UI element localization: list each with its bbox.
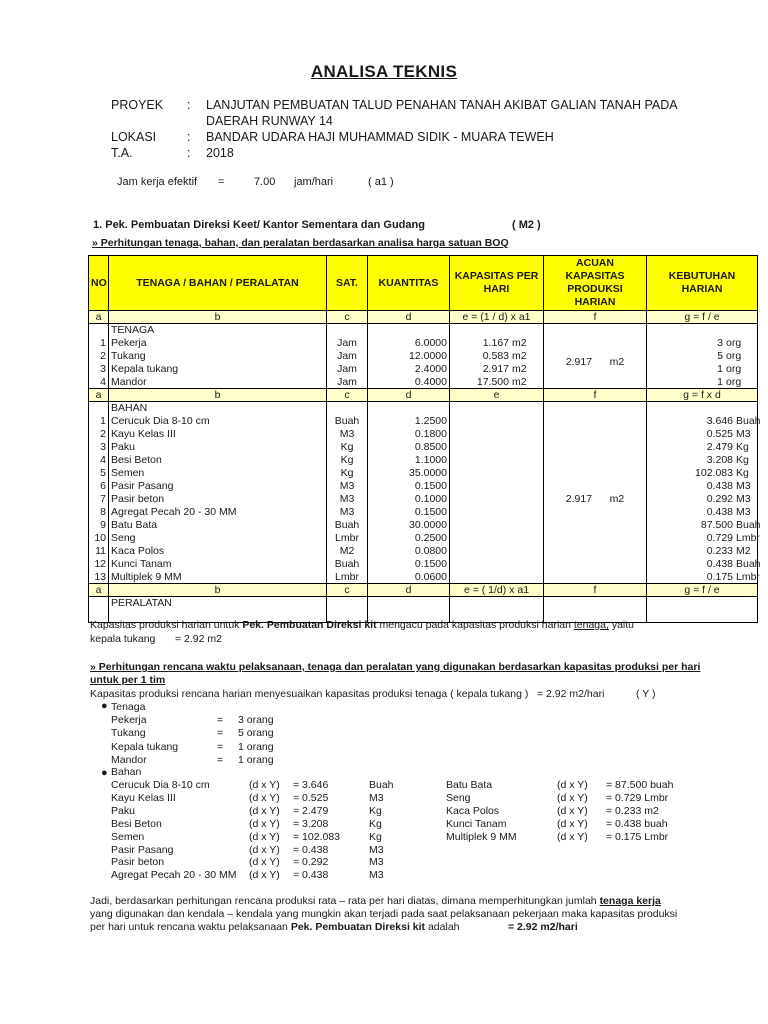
- need-value: 5: [717, 350, 723, 362]
- bahan-list-name: Kunci Tanam: [446, 817, 507, 830]
- bahan-list-value: = 87.500 buah: [606, 779, 674, 791]
- row-no: 3: [89, 363, 109, 376]
- table-row: [89, 363, 758, 376]
- label-cell: e = ( 1/d) x a1: [450, 584, 544, 597]
- bahan-list-value: = 0.292: [293, 856, 329, 869]
- row-no: 2: [89, 428, 109, 441]
- row-sat: Jam: [327, 337, 368, 350]
- row-no: 11: [89, 545, 109, 558]
- bahan-list-name: Multiplek 9 MM: [446, 830, 517, 843]
- tenaga-list-name: Pekerja: [111, 714, 147, 726]
- row-qty: 0.0800: [368, 545, 450, 558]
- row-capacity: [450, 350, 544, 363]
- row-item: Agregat Pecah 20 - 30 MM: [109, 506, 327, 519]
- bahan-list-unit: M3: [369, 843, 384, 856]
- bahan-list-value: = 0.233 m2: [606, 804, 659, 817]
- row-no: 8: [89, 506, 109, 519]
- need-value: 3.208: [706, 454, 733, 466]
- col-header-no: NO: [89, 256, 109, 311]
- bahan-list-value: = 0.175 Lmbr: [606, 830, 669, 843]
- need-value: 3: [717, 337, 723, 349]
- need-value: 1: [717, 363, 723, 375]
- row-sat: Buah: [327, 415, 368, 428]
- need-unit: M3: [736, 506, 751, 518]
- bahan-list-formula: (d x Y): [557, 830, 588, 843]
- row-sat: M3: [327, 480, 368, 493]
- bahan-list-formula: (d x Y): [249, 804, 280, 817]
- row-qty: 0.1500: [368, 558, 450, 571]
- row-need: [647, 428, 758, 441]
- need-unit: M3: [736, 428, 751, 440]
- need-unit: M2: [736, 545, 751, 557]
- row-need: [647, 571, 758, 584]
- label-row: [89, 311, 758, 324]
- tenaga-list-name: Kepala tukang: [111, 740, 179, 753]
- proyek-label: PROYEK: [111, 98, 164, 112]
- row-item: Kepala tukang: [109, 363, 327, 376]
- need-value: 0.438: [706, 480, 733, 492]
- label-cell: b: [109, 584, 327, 597]
- bahan-list-unit: Kg: [369, 830, 382, 843]
- bahan-list-value: = 2.479: [293, 804, 329, 817]
- bahan-list-formula: (d x Y): [249, 817, 280, 830]
- need-value: 2.479: [706, 441, 733, 453]
- section2-desc-code: ( Y ): [636, 688, 656, 700]
- capacity-note-text: Kapasitas produksi harian untuk: [90, 619, 243, 631]
- proyek-value-line2: DAERAH RUNWAY 14: [206, 114, 333, 128]
- label-cell: e: [450, 389, 544, 402]
- need-value: 1: [717, 375, 723, 388]
- label-cell: f: [544, 389, 647, 402]
- row-item: Besi Beton: [109, 454, 327, 467]
- row-capacity: [450, 415, 544, 584]
- acuan-value: 2.917: [565, 492, 593, 505]
- row-need: [647, 506, 758, 519]
- section2-title-line1: » Perhitungan rencana waktu pelaksanaan, tenaga dan peralatan yang digunakan berdasarkan kapasitas produksi per hari: [90, 661, 701, 673]
- bullet-icon: ●: [101, 700, 108, 712]
- peralatan-heading: PERALATAN: [109, 597, 327, 623]
- jam-kerja-label: Jam kerja efektif: [117, 176, 198, 188]
- row-need: [647, 363, 758, 376]
- section2-desc: Kapasitas produksi rencana harian menyesuaikan kapasitas produksi tenaga ( kepala tukang ): [90, 688, 529, 700]
- table-row: [89, 441, 758, 454]
- table-row: [89, 571, 758, 584]
- capacity-note-text: mengacu pada kapasitas produksi harian: [376, 619, 574, 631]
- tenaga-list-eq: =: [217, 727, 224, 740]
- capacity-value: 17.500: [476, 375, 509, 388]
- conclusion-line1: [90, 895, 661, 907]
- row-need: [647, 337, 758, 350]
- col-header-item: TENAGA / BAHAN / PERALATAN: [109, 256, 327, 311]
- bahan-list-name: Besi Beton: [111, 817, 162, 830]
- row-item: Kaca Polos: [109, 545, 327, 558]
- row-capacity: [450, 363, 544, 376]
- row-no: 13: [89, 571, 109, 584]
- tenaga-list-value: 1 orang: [238, 753, 274, 766]
- section-heading-row: [89, 324, 758, 337]
- row-sat: Kg: [327, 441, 368, 454]
- row-qty: 2.4000: [368, 363, 450, 376]
- row-qty: 0.1000: [368, 493, 450, 506]
- row-acuan: [544, 415, 647, 584]
- row-qty: 0.1500: [368, 480, 450, 493]
- tenaga-list-eq: =: [217, 714, 224, 726]
- bahan-list-formula: (d x Y): [249, 856, 280, 869]
- row-need: [647, 376, 758, 389]
- conclusion-bold: Pek. Pembuatan Direksi kit: [290, 921, 426, 933]
- row-qty: 0.2500: [368, 532, 450, 545]
- need-unit: org: [726, 375, 742, 388]
- need-unit: org: [726, 350, 742, 362]
- tenaga-list-label: Tenaga: [111, 701, 146, 713]
- bahan-list-unit: M3: [369, 856, 384, 869]
- tenaga-list-name: Mandor: [111, 753, 147, 766]
- label-cell: c: [327, 389, 368, 402]
- bahan-list-value: = 0.729 Lmbr: [606, 791, 669, 804]
- row-qty: 0.1500: [368, 506, 450, 519]
- row-acuan: [544, 337, 647, 389]
- table-row: [89, 415, 758, 428]
- jam-kerja-unit: jam/hari: [294, 176, 334, 188]
- bullet-icon: ●: [101, 767, 108, 779]
- capacity-unit: m2: [512, 363, 527, 375]
- jam-kerja-code: ( a1 ): [368, 176, 394, 188]
- table-row: [89, 454, 758, 467]
- row-qty: 30.0000: [368, 519, 450, 532]
- row-sat: M3: [327, 506, 368, 519]
- row-qty: 1.2500: [368, 415, 450, 428]
- row-no: 5: [89, 467, 109, 480]
- bahan-list-value: = 0.525: [293, 791, 329, 804]
- bahan-list-formula: (d x Y): [249, 779, 280, 791]
- label-cell: g = f / e: [647, 584, 758, 597]
- ta-colon: :: [187, 146, 191, 160]
- conclusion-line2: yang digunakan dan kendala – kendala yang mungkin akan terjadi pada saat pelaksanaan pekerjaan maka kapasitas produksi: [90, 908, 678, 920]
- need-value: 0.292: [706, 493, 733, 505]
- capacity-unit: m2: [512, 375, 527, 388]
- table-row: [89, 480, 758, 493]
- lokasi-label: LOKASI: [111, 130, 157, 144]
- row-item: Semen: [109, 467, 327, 480]
- need-value: 87.500: [700, 519, 733, 531]
- row-item: Cerucuk Dia 8-10 cm: [109, 415, 327, 428]
- conclusion-line3: [90, 921, 460, 933]
- bahan-list-name: Cerucuk Dia 8-10 cm: [111, 779, 210, 791]
- bahan-list-value: = 3.208: [293, 817, 329, 830]
- row-qty: 0.1800: [368, 428, 450, 441]
- row-item: Pasir Pasang: [109, 480, 327, 493]
- row-qty: 12.0000: [368, 350, 450, 363]
- need-unit: Lmbr: [736, 570, 760, 583]
- label-cell: g = f / e: [647, 311, 758, 324]
- col-header-sat: SAT.: [327, 256, 368, 311]
- lokasi-value: BANDAR UDARA HAJI MUHAMMAD SIDIK - MUARA TEWEH: [206, 130, 554, 144]
- need-unit: Buah: [736, 519, 761, 531]
- row-item: Mandor: [109, 376, 327, 389]
- tenaga-list-value: 1 orang: [238, 740, 274, 753]
- jam-kerja-eq: =: [218, 176, 225, 188]
- col-header-kuantitas: KUANTITAS: [368, 256, 450, 311]
- label-cell: f: [544, 584, 647, 597]
- label-cell: a: [89, 389, 109, 402]
- row-sat: Jam: [327, 363, 368, 376]
- tenaga-list-eq: =: [217, 740, 224, 753]
- section1-code: ( M2 ): [512, 219, 541, 231]
- conclusion-emphasis: tenaga kerja: [599, 895, 661, 907]
- row-qty: 6.0000: [368, 337, 450, 350]
- row-need: [647, 532, 758, 545]
- row-need: [647, 493, 758, 506]
- bahan-list-name: Agregat Pecah 20 - 30 MM: [111, 869, 237, 882]
- row-sat: Jam: [327, 350, 368, 363]
- bahan-list-value: = 102.083: [293, 830, 341, 843]
- row-item: Seng: [109, 532, 327, 545]
- col-header-kapasitas: KAPASITAS PER HARI: [450, 256, 544, 311]
- capacity-note-underlined: tenaga,: [573, 619, 609, 631]
- bahan-list-name: Semen: [111, 830, 145, 843]
- proyek-colon: :: [187, 98, 191, 112]
- row-no: 3: [89, 441, 109, 454]
- bahan-list-name: Kaca Polos: [446, 804, 500, 817]
- row-qty: 35.0000: [368, 467, 450, 480]
- row-item: Paku: [109, 441, 327, 454]
- row-capacity: [450, 337, 544, 350]
- row-no: 6: [89, 480, 109, 493]
- row-need: [647, 441, 758, 454]
- table-row: [89, 532, 758, 545]
- bahan-list-unit: Buah: [369, 779, 394, 791]
- bahan-list-formula: (d x Y): [557, 804, 588, 817]
- tenaga-list-value: 5 orang: [238, 727, 274, 740]
- need-unit: Kg: [736, 441, 749, 453]
- section1-title: 1. Pek. Pembuatan Direksi Keet/ Kantor Sementara dan Gudang: [93, 219, 425, 231]
- row-qty: 0.4000: [368, 376, 450, 389]
- label-cell: d: [368, 389, 450, 402]
- capacity-note-line2-value: = 2.92 m2: [175, 633, 222, 645]
- row-item: Kunci Tanam: [109, 558, 327, 571]
- bahan-list-label: Bahan: [111, 766, 142, 778]
- row-sat: Buah: [327, 519, 368, 532]
- bahan-list-formula: (d x Y): [557, 817, 588, 830]
- proyek-value-line1: LANJUTAN PEMBUATAN TALUD PENAHAN TANAH AKIBAT GALIAN TANAH PADA: [206, 98, 678, 112]
- table-row: [89, 350, 758, 363]
- row-sat: Lmbr: [327, 532, 368, 545]
- bahan-list-value: = 0.438: [293, 843, 329, 856]
- bahan-list-name: Paku: [111, 804, 135, 817]
- tenaga-heading: TENAGA: [109, 324, 327, 337]
- capacity-note-line1: [90, 619, 634, 631]
- row-no: 9: [89, 519, 109, 532]
- table-row: [89, 337, 758, 350]
- capacity-note-line2-label: kepala tukang: [90, 633, 156, 645]
- need-value: 0.525: [706, 428, 733, 440]
- row-qty: 1.1000: [368, 454, 450, 467]
- acuan-unit: m2: [609, 492, 625, 505]
- tenaga-list-name: Tukang: [111, 727, 146, 740]
- bahan-list-unit: Kg: [369, 817, 382, 830]
- row-no: 7: [89, 493, 109, 506]
- label-cell: g = f x d: [647, 389, 758, 402]
- row-sat: M3: [327, 428, 368, 441]
- ta-label: T.A.: [111, 146, 133, 160]
- capacity-note-text: yaitu: [608, 619, 635, 631]
- bahan-list-name: Batu Bata: [446, 779, 493, 791]
- bahan-list-formula: (d x Y): [557, 779, 588, 791]
- row-qty: 0.0600: [368, 571, 450, 584]
- col-header-acuan: ACUAN KAPASITAS PRODUKSI HARIAN: [544, 256, 647, 311]
- need-unit: org: [726, 337, 742, 349]
- row-no: 4: [89, 376, 109, 389]
- row-item: Multiplek 9 MM: [109, 571, 327, 584]
- table-row: [89, 545, 758, 558]
- row-sat: Jam: [327, 376, 368, 389]
- bahan-list-name: Kayu Kelas III: [111, 791, 176, 804]
- capacity-value: 2.917: [482, 363, 509, 375]
- row-no: 12: [89, 558, 109, 571]
- capacity-value: 1.167: [482, 337, 509, 349]
- need-value: 102.083: [695, 467, 733, 479]
- jam-kerja-value: 7.00: [254, 176, 276, 188]
- row-need: [647, 467, 758, 480]
- label-cell: d: [368, 584, 450, 597]
- need-unit: Lmbr: [736, 532, 760, 544]
- bahan-list-name: Seng: [446, 791, 471, 804]
- row-qty: 0.8500: [368, 441, 450, 454]
- table-row: [89, 376, 758, 389]
- need-unit: Kg: [736, 454, 749, 466]
- row-need: [647, 415, 761, 428]
- table-row: [89, 493, 758, 506]
- bahan-list-unit: M3: [369, 869, 384, 882]
- bahan-list-value: = 0.438 buah: [606, 817, 668, 830]
- table-header-row: [89, 256, 758, 311]
- label-cell: f: [544, 311, 647, 324]
- row-no: 10: [89, 532, 109, 545]
- row-sat: Buah: [327, 558, 368, 571]
- row-need: [647, 519, 761, 532]
- need-value: 0.729: [706, 532, 733, 544]
- bahan-heading: BAHAN: [109, 402, 327, 415]
- bahan-list-unit: M3: [369, 791, 384, 804]
- bahan-list-name: Pasir beton: [111, 856, 165, 869]
- table-row: [89, 467, 758, 480]
- conclusion-text: per hari untuk rencana waktu pelaksanaan: [90, 921, 291, 933]
- label-cell: c: [327, 311, 368, 324]
- bahan-list-name: Pasir Pasang: [111, 843, 174, 856]
- row-need: [647, 350, 758, 363]
- row-need: [647, 480, 758, 493]
- label-row: [89, 389, 758, 402]
- need-unit: org: [726, 363, 742, 375]
- need-unit: M3: [736, 480, 751, 492]
- row-no: 1: [89, 415, 109, 428]
- acuan-value: 2.917: [565, 356, 593, 369]
- need-value: 0.233: [706, 545, 733, 557]
- need-unit: Kg: [736, 467, 749, 479]
- need-value: 3.646: [706, 415, 733, 427]
- conclusion-text: Jadi, berdasarkan perhitungan rencana produksi rata – rata per hari diatas, dimana memperhitungkan jumlah: [90, 895, 600, 907]
- label-cell: b: [109, 311, 327, 324]
- bahan-list-unit: Kg: [369, 804, 382, 817]
- row-no: 4: [89, 454, 109, 467]
- row-item: Pekerja: [109, 337, 327, 350]
- need-value: 0.438: [706, 506, 733, 518]
- lokasi-colon: :: [187, 130, 191, 144]
- capacity-note-bold: Pek. Pembuatan Direksi kit: [242, 619, 377, 631]
- boq-table: [88, 255, 761, 623]
- bahan-list-formula: (d x Y): [557, 791, 588, 804]
- row-sat: Lmbr: [327, 571, 368, 584]
- label-cell: e = (1 / d) x a1: [450, 311, 544, 324]
- label-row: [89, 584, 758, 597]
- bahan-list-formula: (d x Y): [249, 791, 280, 804]
- row-capacity: [450, 376, 544, 389]
- label-cell: c: [327, 584, 368, 597]
- row-sat: M3: [327, 493, 368, 506]
- row-item: Batu Bata: [109, 519, 327, 532]
- table-row: [89, 506, 758, 519]
- section1-subtitle: » Perhitungan tenaga, bahan, dan peralatan berdasarkan analisa harga satuan BOQ: [92, 237, 509, 249]
- bahan-list-formula: (d x Y): [249, 843, 280, 856]
- capacity-unit: m2: [512, 337, 527, 349]
- row-sat: Kg: [327, 454, 368, 467]
- section2-title-line2: untuk per 1 tim: [90, 674, 166, 686]
- row-no: 1: [89, 337, 109, 350]
- row-item: Tukang: [109, 350, 327, 363]
- ta-value: 2018: [206, 146, 234, 160]
- capacity-value: 0.583: [482, 350, 509, 362]
- acuan-unit: m2: [609, 356, 625, 369]
- col-header-kebutuhan: KEBUTUHAN HARIAN: [647, 256, 758, 311]
- need-unit: Buah: [736, 558, 761, 570]
- row-sat: M2: [327, 545, 368, 558]
- bahan-list-value: = 0.438: [293, 869, 329, 882]
- bahan-list-value: = 3.646: [293, 779, 329, 791]
- bahan-list-formula: (d x Y): [249, 869, 280, 882]
- page-title: ANALISA TEKNIS: [310, 62, 458, 81]
- row-need: [647, 558, 761, 571]
- label-cell: a: [89, 584, 109, 597]
- conclusion-text: adalah: [425, 921, 460, 933]
- row-item: Pasir beton: [109, 493, 327, 506]
- label-cell: b: [109, 389, 327, 402]
- section-heading-row: [89, 402, 758, 415]
- section2-desc-value: = 2.92 m2/hari: [537, 688, 605, 700]
- need-value: 0.175: [706, 570, 733, 583]
- table-row: [89, 558, 758, 571]
- table-row: [89, 519, 758, 532]
- row-sat: Kg: [327, 467, 368, 480]
- capacity-unit: m2: [512, 350, 527, 362]
- tenaga-list-eq: =: [217, 753, 224, 766]
- row-no: 2: [89, 350, 109, 363]
- row-need: [647, 545, 758, 558]
- need-value: 0.438: [706, 558, 733, 570]
- conclusion-value: = 2.92 m2/hari: [508, 921, 578, 933]
- row-item: Kayu Kelas III: [109, 428, 327, 441]
- tenaga-list-value: 3 orang: [238, 714, 274, 726]
- table-row: [89, 428, 758, 441]
- need-unit: M3: [736, 493, 751, 505]
- label-cell: d: [368, 311, 450, 324]
- row-need: [647, 454, 758, 467]
- need-unit: Buah: [736, 415, 761, 427]
- bahan-list-formula: (d x Y): [249, 830, 280, 843]
- label-cell: a: [89, 311, 109, 324]
